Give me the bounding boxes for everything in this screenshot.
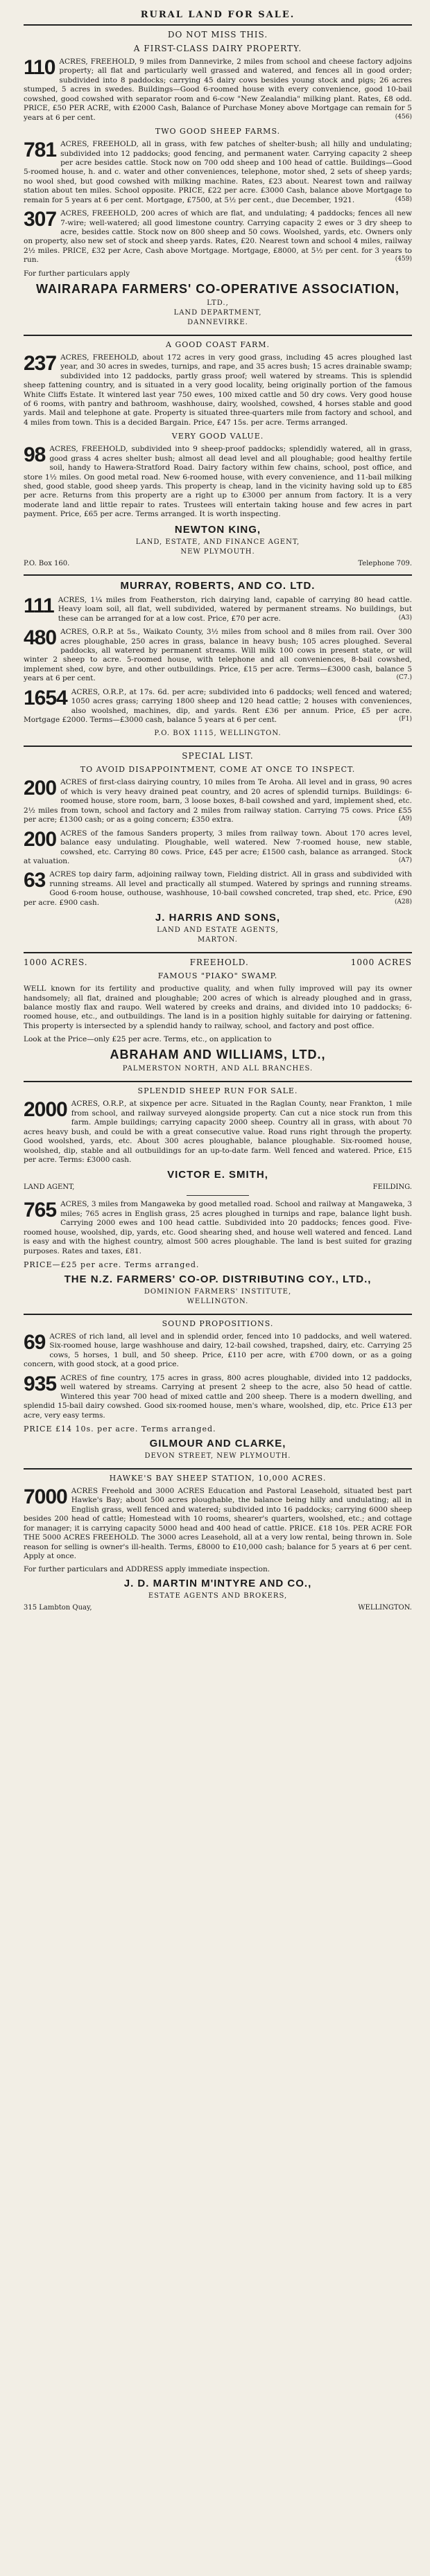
listing bbox=[24, 353, 412, 428]
contact-line: For further particulars apply bbox=[24, 269, 130, 278]
listing bbox=[24, 628, 412, 684]
acreage-left: 1000 ACRES. bbox=[24, 958, 88, 968]
listing-text: ACRES of rich land, all level and in splendid order, fenced into 10 paddocks, and well watered. Six-roomed house, large washhouse and dairy, 12-bail cowshed, trapshed, dairy, etc. Carrying 25 cows, 5 horses, 1 bull, and 50 sheep. Price, £110 per acre, with £700 down, or as a going concern, with good stock, at a good price. bbox=[24, 1332, 412, 1369]
listing-ref: (A7) bbox=[398, 856, 412, 864]
listing-text: ACRES, O.R.P., at 17s. 6d. per acre; subdivided into 6 paddocks; well fenced and watered; 1050 acres grass; carrying 1800 sheep and 120 head cattle; 2 houses with conveniences, also woolshed, machines, dip, and yards. Rent £36 per annum. Price, £5 per acre. Mortgage £2000. Terms—£3000 cash, balance 5 years at 6 per cent. bbox=[24, 687, 412, 724]
listing-text: ACRES, FREEHOLD, all in grass, with few patches of shelter-bush; all hilly and undulating; subdivided into 12 paddocks; good fencing, and permanent water. Carrying capacity 2 sheep per acre besides cattle. Stock now on 700 odd sheep and 100 head of cattle. Buildings—Good 5-roomed house, h. and c. water and other conveniences, telephone, motor shed, 2 sets of sheep yards; no wool shed, but good cowshed with milking machine. Rates, £23 about. Nearest town and railway station about ten miles. School opposite. PRICE, £22 per acre. £3000 Cash, balance above Mortgage to remain for 5 years at 6 per cent. Mortgage, £7500, at 5½ per cent., due December, 1921. bbox=[24, 140, 412, 204]
contact-line: For further particulars and ADDRESS apply immediate inspection. bbox=[24, 1565, 270, 1574]
listing-ref: (A9) bbox=[398, 815, 412, 823]
telephone: Telephone 709. bbox=[358, 559, 412, 567]
freehold-label: FREEHOLD. bbox=[189, 958, 249, 968]
acreage-number: 480 bbox=[24, 626, 57, 650]
acreage-number: 111 bbox=[24, 594, 54, 617]
ad-subheading: VERY GOOD VALUE. bbox=[171, 432, 264, 441]
acreage-number: 7000 bbox=[24, 1485, 67, 1508]
divider bbox=[24, 335, 412, 336]
listing-text: ACRES top dairy farm, adjoining railway town, Fielding district. All in grass and subdivided with running streams. All level and practically all stumped. Watered by springs and running streams. Good 6-room house, outhouse, washhouse, 10-bail cowshed concreted, trap shed, etc. Price, £90 per acre. £900 cash. bbox=[24, 870, 412, 907]
listing-text: ACRES, O.R.P. at 5s., Waikato County, 3½ miles from school and 8 miles from rail. Over 300 acres ploughable, 250 acres in grass, balance in heavy bush; 105 acres ploughed. Several paddocks, all watered by permanent streams. Will milk 100 cows in present state, or will winter 2 sheep to acre. 5-roomed house, with telephone and all conveniences, 8-bail cowshed, implement shed, cow byre, and other outbuildings. Price, £15 per acre. Terms—£3000 cash, balance 5 years at 6 per cent. bbox=[24, 628, 412, 683]
ad-subheading: A GOOD COAST FARM. bbox=[166, 339, 270, 349]
agent-name: MURRAY, ROBERTS, AND CO. LTD. bbox=[120, 579, 316, 592]
divider bbox=[24, 1468, 412, 1470]
agent-name: THE N.Z. FARMERS' CO-OP. DISTRIBUTING COY., LTD., bbox=[64, 1273, 372, 1285]
agent-name: WAIRARAPA FARMERS' CO-OPERATIVE ASSOCIATION, bbox=[36, 281, 399, 296]
listing-text: ACRES of fine country, 175 acres in grass, 800 acres ploughable, divided into 12 paddocks, well watered by streams. Carrying at present 2 sheep to the acre, also 50 head of cattle. Wintered this year 700 head of mixed cattle and 200 sheep. There is a modern dwelling, and splendid 15-bail dairy cowshed. Good six-roomed house, men's whare, woolshed, dip, etc. Price £13 per acre, very easy terms. bbox=[24, 1373, 412, 1420]
listing-text: ACRES, 3 miles from Mangaweka by good metalled road. School and railway at Mangaweka, 3 miles; 765 acres in English grass, 25 acres ploughed in turnips and rape, balance light bush. Carrying 2000 ewes and 100 head cattle. Subdivided into 20 paddocks; fences good. Five-roomed house, woolshed, dip, yards, etc. Good shearing shed, and house well watered and fenced. Land is easy and with the highest country, almost 500 acres ploughable. The land is best suited for grazing purposes. Rates and taxes, £81. bbox=[24, 1200, 412, 1255]
ad-subtitle: FAMOUS "PIAKO" SWAMP. bbox=[157, 971, 278, 981]
divider bbox=[24, 24, 412, 26]
acreage-number: 935 bbox=[24, 1372, 57, 1395]
listing bbox=[24, 1374, 412, 1420]
divider bbox=[24, 952, 412, 953]
ad-newton-king bbox=[24, 340, 412, 567]
listing bbox=[24, 1100, 412, 1165]
listing bbox=[24, 1332, 412, 1370]
ad-title: SPECIAL LIST. bbox=[182, 751, 254, 761]
listing bbox=[24, 445, 412, 520]
page-header: RURAL LAND FOR SALE. bbox=[140, 10, 295, 20]
price-line: PRICE £14 10s. per acre. Terms arranged. bbox=[24, 1424, 216, 1433]
listing-text: ACRES, FREEHOLD, about 172 acres in very good grass, including 45 acres ploughed last year, and 30 acres in swedes, turnips, and rape, and 35 acres bush; 15 acres drainable swamp; subdivided into 12 paddocks, partly grass proof; well watered by streams. This is splendid sheep fattening country, and is situated in a very good locality, being originally portion of the famous White Cliffs Estate. It wintered last year 750 ewes, 100 mixed cattle and 50 dry cows. Very good house of 6 rooms, with pantry and bathroom, washhouse, dairy, woolshed, cowshed, 4 horses stable and good yards. Mail and telephone at gate. Property is situated three-quarters mile from factory and school, and 4 miles from town. This is a decided Bargain. Price, £47 15s. per acre. Terms arranged. bbox=[24, 353, 412, 427]
contact-line: Look at the Price—only £25 per acre. Terms, etc., on application to bbox=[24, 1035, 272, 1044]
ad-title: DO NOT MISS THIS. bbox=[167, 30, 268, 39]
agent-description: DOMINION FARMERS' INSTITUTE, bbox=[144, 1288, 292, 1296]
acreage-number: 200 bbox=[24, 777, 57, 800]
agent-town: DANNEVIRKE. bbox=[187, 318, 248, 326]
divider bbox=[24, 574, 412, 576]
agent-name: VICTOR E. SMITH, bbox=[167, 1169, 268, 1181]
listing-ref: (A3) bbox=[398, 614, 412, 621]
ad-harris bbox=[24, 751, 412, 945]
agent-description: LAND, ESTATE, AND FINANCE AGENT, bbox=[135, 538, 300, 546]
listing bbox=[24, 140, 412, 205]
divider bbox=[24, 746, 412, 747]
acreage-number: 781 bbox=[24, 139, 57, 162]
agent-town: WELLINGTON. bbox=[187, 1298, 249, 1305]
ad-subtitle: TO AVOID DISAPPOINTMENT, COME AT ONCE TO INSPECT. bbox=[80, 765, 356, 775]
listing bbox=[24, 688, 412, 725]
listing bbox=[24, 1200, 412, 1256]
agent-name: NEWTON KING, bbox=[174, 523, 261, 536]
acreage-number: 765 bbox=[24, 1199, 57, 1222]
ad-wairarapa bbox=[24, 30, 412, 328]
agent-description: DEVON STREET, NEW PLYMOUTH. bbox=[144, 1452, 291, 1460]
listing-text: WELL known for its fertility and productive quality, and when fully improved will pay its owner handsomely; all flat, drained and ploughable; 200 acres of which is already ploughed and in grass, balance mostly flax and raupo. Well watered by creeks and drains, and divided into 10 paddocks; 6-roomed house, etc., and outbuildings. The land is in a position highly suitable for dairying or fattening. This property is intersected by a splendid handy to railway, school, and factory and post office. bbox=[24, 985, 412, 1030]
ad-subheading: TWO GOOD SHEEP FARMS. bbox=[155, 127, 281, 136]
ad-title: SOUND PROPOSITIONS. bbox=[162, 1319, 274, 1328]
listing bbox=[24, 829, 412, 867]
acreage-number: 2000 bbox=[24, 1098, 67, 1122]
agent-town: WELLINGTON. bbox=[358, 1604, 412, 1612]
listing bbox=[24, 870, 412, 908]
listing-ref: (459) bbox=[395, 256, 412, 263]
acreage-banner bbox=[24, 958, 412, 967]
listing-text: ACRES, FREEHOLD, 200 acres of which are flat, and undulating; 4 paddocks; fences all new 7-wire; well-watered; all good limestone country. Carrying capacity 2 ewes or 3 dry sheep to acre, besides cattle. Stock now on 800 sheep and 50 cows. Woolshed, yards, etc. Owners only on property, also new set of stock and sheep yards. Rates, £20. Nearest town and school 4 miles, railway 2½ miles. PRICE, £32 per Acre, Cash above Mortgage. Mortgage, £8000, at 5½ per cent. for 3 years to run. bbox=[24, 209, 412, 265]
agent-dept: LAND DEPARTMENT, bbox=[173, 308, 262, 317]
address-row bbox=[24, 1604, 412, 1612]
listing-text: ACRES Freehold and 3000 ACRES Education and Pastoral Leasehold, situated best part Hawke's Bay; about 500 acres ploughable, the balance being hilly and undulating; all in English grass, well fenced and watered; subdivided into 16 paddocks; carrying 6000 sheep besides 200 head of cattle; Homestead with 10 rooms, shearer's quarters, woolshed, etc.; and cottage for manager; it is carrying capacity 5000 head and 400 head of cattle. PRICE. £18 10s. PER ACRE FOR THE 5000 ACRES FREEHOLD. The 3000 acres Leasehold, all at a very low rental, being thrown in. Sole reason for selling is owner's ill-health. Terms, £8000 to £10,000 cash; balance for 5 years at 6 per cent. Apply at once. bbox=[24, 1486, 412, 1560]
agent-town: FEILDING. bbox=[372, 1183, 412, 1192]
ad-abraham-williams bbox=[24, 958, 412, 1074]
agent-description: ESTATE AGENTS AND BROKERS, bbox=[148, 1592, 288, 1600]
ad-subtitle: A FIRST-CLASS DAIRY PROPERTY. bbox=[133, 44, 302, 53]
acreage-number: 98 bbox=[24, 443, 46, 467]
listing-text: ACRES of first-class dairying country, 10 miles from Te Aroha. All level and in grass, 90 acres of which is very heavy drained peat country, and 20 acres of splendid turnips. Buildings: 6-roomed house, store room, barn, 3 loose boxes, 8-bail cowshed and yard, implement shed, etc. 2½ miles from town, school and factory and 2 miles from railway station. Carrying 75 cows. Price £55 per acre; £1300 cash; or as a going concern; £350 extra. bbox=[24, 778, 412, 824]
agent-row bbox=[24, 1183, 412, 1191]
agent-description: LAND AND ESTATE AGENTS, bbox=[157, 926, 279, 935]
listing-text: ACRES, FREEHOLD, subdivided into 9 sheep-proof paddocks; splendidly watered, all in grass, good grass 4 acres shelter bush; almost all dead level and all ploughable; good healthy fertile soil, handy to Hawera-Stratford Road. Dairy factory within few chains, school, post office, and store 1½ miles. On good metal road. New 6-roomed house, with every convenience, and 11-bail milking shed, good stable, good sheep yards. This property is cheap, land in the vicinity having sold up to £85 per acre. Returns from this property are a right up to £3000 per annum from factory. It is a very moderate land and little repair to rates. Trustees will entertain taking house and few acres in part payment. Price, £65 per acre. Terms arranged. It is worth inspecting. bbox=[24, 445, 412, 519]
agent-name: J. D. MARTIN M'INTYRE AND CO., bbox=[123, 1578, 312, 1590]
agent-town: NEW PLYMOUTH. bbox=[180, 547, 255, 556]
listing-text: ACRES, FREEHOLD, 9 miles from Dannevirke, 2 miles from school and cheese factory adjoins property; all flat and particularly well grassed and watered, and fences all in good order; subdivided into 8 paddocks; carrying 45 dairy cows besides young stock and pigs; 26 acres stumped, 5 acres in swedes. Buildings—Good 6-roomed house with every convenience, good 10-bail cowshed, good cowshed with separator room and 6-cow "New Zealandia" milking plant. Rates, £8 odd. PRICE, £50 PER ACRE, with £2000 Cash, Balance of Purchase Money above Mortgage can remain for 5 years at 6 per cent. bbox=[24, 58, 412, 122]
street-address: 315 Lambton Quay, bbox=[24, 1604, 92, 1612]
listing-ref: (456) bbox=[395, 113, 412, 121]
listing-ref: (A28) bbox=[395, 898, 412, 906]
acreage-right: 1000 ACRES bbox=[350, 958, 412, 968]
agent-name: J. HARRIS AND SONS, bbox=[155, 912, 281, 924]
divider bbox=[187, 1195, 249, 1196]
acreage-number: 307 bbox=[24, 208, 57, 231]
po-box: P.O. Box 160. bbox=[24, 559, 70, 567]
acreage-number: 110 bbox=[24, 56, 55, 79]
ad-murray-roberts bbox=[24, 580, 412, 739]
acreage-number: 237 bbox=[24, 351, 57, 375]
listing-text: ACRES of the famous Sanders property, 3 miles from railway town. About 170 acres level, balance easy undulating. Ploughable, well watered. New 7-roomed house, new stable, cowshed, etc. Carrying 80 cows. Price, £45 per acre; £1500 cash, balance as arranged. Stock at valuation. bbox=[24, 829, 412, 865]
po-box: P.O. BOX 1115, WELLINGTON. bbox=[154, 730, 282, 738]
acreage-number: 200 bbox=[24, 827, 57, 851]
agent-town: MARTON. bbox=[198, 936, 238, 944]
listing-ref: (F1) bbox=[399, 716, 412, 723]
price-line: PRICE—£25 per acre. Terms arranged. bbox=[24, 1260, 200, 1269]
divider bbox=[24, 1081, 412, 1082]
ad-martin-mcintyre bbox=[24, 1474, 412, 1612]
agent-description: LAND AGENT, bbox=[24, 1183, 75, 1192]
listing bbox=[24, 58, 412, 123]
agent-description: PALMERSTON NORTH, AND ALL BRANCHES. bbox=[122, 1065, 313, 1073]
ad-gilmour-clarke bbox=[24, 1319, 412, 1461]
acreage-number: 63 bbox=[24, 869, 46, 892]
listing bbox=[24, 1487, 412, 1562]
agent-name: GILMOUR AND CLARKE, bbox=[149, 1437, 286, 1449]
ad-title: SPLENDID SHEEP RUN FOR SALE. bbox=[137, 1086, 298, 1096]
ad-title: HAWKE'S BAY SHEEP STATION, 10,000 ACRES. bbox=[109, 1473, 327, 1483]
listing-text: ACRES, O.R.P., at sixpence per acre. Situated in the Raglan County, near Frankton, 1 mile from school, and railway surveyed alongside property. Can cut a nice stock run from this farm. Ample buildings; carrying capacity 2000 sheep. Country all in grass, with about 70 acres heavy bush, and could be with a great consecutive value. Road runs right through the property. Good woolshed, yards, etc. About 300 acres ploughable, balance ploughable. Six-roomed house, woolshed, dip, stable and all outbuildings for an up-to-date farm. Well fenced and watered. Price, £15 per acre. Terms: £3000 cash. bbox=[24, 1100, 412, 1164]
listing bbox=[24, 778, 412, 824]
listing-text: ACRES, 1¼ miles from Featherston, rich dairying land, capable of carrying 80 head cattle. Heavy loam soil, all flat, well subdivided, watered by permanent streams. No buildings, but these can be arranged for at a low cost. Price, £70 per acre. bbox=[58, 595, 412, 623]
listing-ref: (458) bbox=[395, 195, 412, 203]
ad-victor-smith bbox=[24, 1086, 412, 1307]
listing-ref: (C7.) bbox=[396, 674, 412, 682]
contact-row bbox=[24, 560, 412, 567]
divider bbox=[24, 1314, 412, 1315]
listing bbox=[24, 596, 412, 624]
listing bbox=[24, 209, 412, 265]
acreage-number: 69 bbox=[24, 1331, 46, 1354]
agent-ltd: LTD., bbox=[207, 299, 229, 307]
acreage-number: 1654 bbox=[24, 686, 67, 709]
agent-name: ABRAHAM AND WILLIAMS, LTD., bbox=[110, 1048, 326, 1062]
